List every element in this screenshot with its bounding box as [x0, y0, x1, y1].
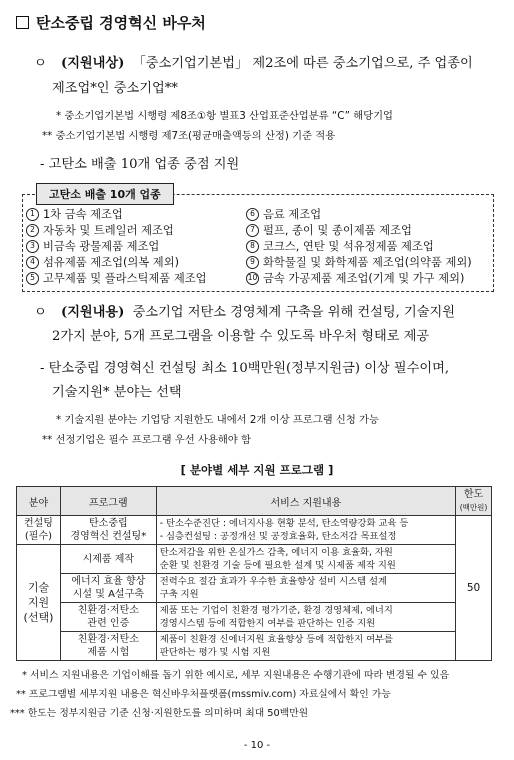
tech-field-cell: 기술 지원 (선택): [17, 545, 61, 661]
header-program: 프로그램: [60, 487, 156, 516]
eligibility-line1: ㅇ (지원내상) 「중소기업기본법」 제2조에 따른 중소기업으로, 주 업종이: [34, 56, 473, 71]
tech-desc-cell: 제품이 친환경 신에너지원 효율향상 등에 적합한지 여부를 판단하는 평가 및 시험 지원: [156, 632, 455, 661]
table-row: [17, 632, 492, 661]
industry-item: 7 펄프, 종이 및 종이제품 제조업: [246, 222, 412, 238]
industry-item: 10 금속 가공제품 제조업(기계 및 가구 제외): [247, 272, 465, 285]
header-limit: 한도 (백만원): [456, 487, 492, 516]
content-line2: 2가지 분야, 5개 프로그램을 이용할 수 있도록 바우처 형태로 제공: [52, 329, 430, 344]
industry-item: 5 고무제품 및 플라스틱제품 제조업: [26, 270, 207, 286]
table-caption: [ 분야별 세부 지원 프로그램 ]: [180, 463, 334, 477]
footnote-3: *** 한도는 정부지원금 기준 신청·지원한도를 의미하며 최대 50백만원: [10, 708, 309, 719]
consulting-field-cell: 컨설팅 (필수): [17, 516, 61, 545]
tech-desc-cell: 전력수요 절감 효과가 우수한 효율향상 설비 시스템 설계 구축 지원: [156, 574, 455, 603]
table-row: [17, 516, 492, 545]
content-line1: ㅇ (지원내용) 중소기업 저탄소 경영체계 구축을 위해 컨설팅, 기술지원: [34, 305, 455, 320]
eligibility-line2: 제조업*인 중소기업**: [52, 81, 178, 96]
industry-item: 8 코크스, 연탄 및 석유정제품 제조업: [246, 238, 434, 254]
industry-item: 2 자동차 및 트레일러 제조업: [26, 222, 174, 238]
eligibility-note2: ** 중소기업기본법 시행령 제7조(평균매출액등의 산정) 기준 적용: [42, 130, 336, 142]
eligibility-head: (지원내상): [60, 56, 125, 71]
consulting-desc-cell: - 탄소수준진단 : 에너지사용 현황 분석, 탄소역량강화 교육 등 - 심층컨설팅 : 공정개선 및 공정효율화, 탄소저감 목표설정: [156, 516, 455, 545]
header-field: 분야: [17, 487, 61, 516]
tech-desc-cell: 제품 또는 기업이 친환경 평가기준, 환경 경영체제, 에너지 경영시스템 등에 적합한지 여부를 판단하는 인증 지원: [156, 603, 455, 632]
table-row: [17, 574, 492, 603]
section-title-text: 탄소중립 경영혁신 바우처: [36, 14, 206, 32]
industry-item: 1 1차 금속 제조업: [26, 206, 123, 222]
content-note1: * 기술지원 분야는 기업당 지원한도 내에서 2개 이상 프로그램 신청 가능: [56, 414, 379, 426]
industries-label: 고탄소 배출 10개 업종: [36, 183, 174, 205]
industry-item: 4 섬유제품 제조업(의복 제외): [26, 254, 179, 270]
footnote-1: * 서비스 지원내용은 기업이해를 돕기 위한 예시로, 세부 지원내용은 수행기관에 따라 변경될 수 있음: [22, 670, 450, 681]
content-sub2: 기술지원* 분야는 선택: [52, 385, 182, 400]
content-note2: ** 선정기업은 필수 프로그램 우선 사용해야 함: [42, 434, 251, 446]
consulting-program-cell: 탄소중립 경영혁신 컨설팅*: [60, 516, 156, 545]
tech-program-cell: 에너지 효율 향상 시설 및 A설구축: [60, 574, 156, 603]
limit-cell: 50: [456, 516, 492, 661]
content-sub1: - 탄소중립 경영혁신 컨설팅 최소 10백만원(정부지원금) 이상 필수이며,: [40, 361, 450, 376]
tech-program-cell: 친환경·저탄소 제품 시험: [60, 632, 156, 661]
content-head: (지원내용): [60, 305, 125, 320]
checkbox-square-icon: [16, 16, 29, 29]
eligibility-sub: - 고탄소 배출 10개 업종 중점 지원: [40, 157, 240, 172]
footnote-2: ** 프로그램별 세부지원 내용은 혁신바우처플랫폼(mssmiv.com) 자료실에서 확인 가능: [16, 689, 391, 700]
program-table: [16, 486, 492, 661]
table-header-row: [17, 487, 492, 516]
eligibility-note1: * 중소기업기본법 시행령 제8조①항 별표3 산업표준산업분류 “C” 해당기업: [56, 110, 394, 122]
industry-item: 9 화학물질 및 화학제품 제조업(의약품 제외): [246, 254, 472, 270]
section-title: [16, 12, 206, 33]
tech-program-cell: 시제품 제작: [60, 545, 156, 574]
table-row: [17, 545, 492, 574]
table-row: [17, 603, 492, 632]
industry-item: 3 비금속 광물제품 제조업: [26, 238, 159, 254]
industry-item: 6 음료 제조업: [246, 206, 321, 222]
tech-desc-cell: 탄소저감을 위한 온실가스 감축, 에너지 이용 효율화, 자원 순환 및 친환경 기술 등에 필요한 설계 및 시제품 제작 지원: [156, 545, 455, 574]
page-number: - 10 -: [243, 740, 271, 751]
tech-program-cell: 친환경·저탄소 관련 인증: [60, 603, 156, 632]
header-service: 서비스 지원내용: [156, 487, 455, 516]
